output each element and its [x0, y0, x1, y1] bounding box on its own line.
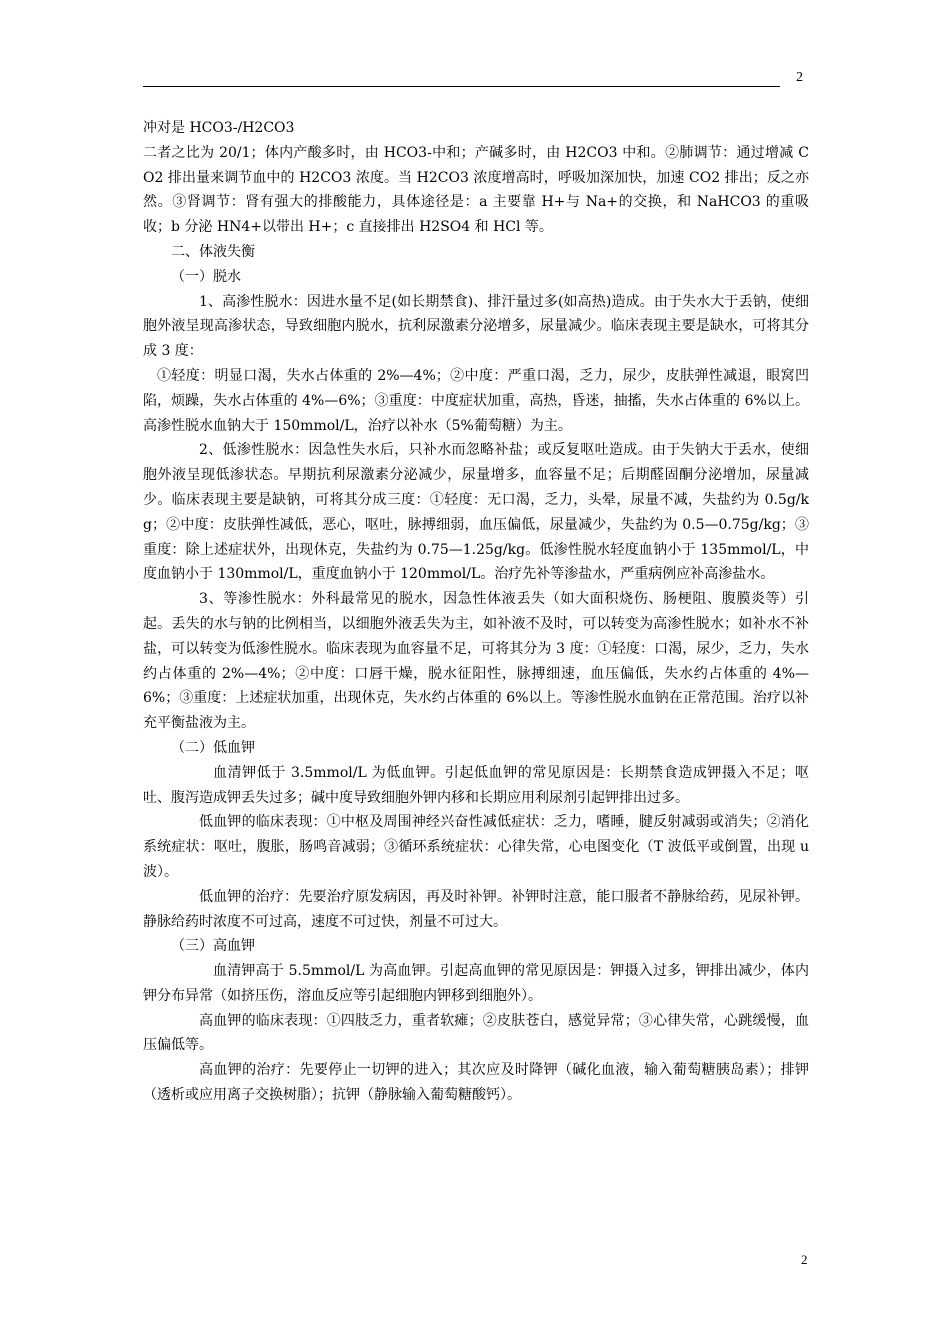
paragraph-hypertonic-dehydration: 1、高渗性脱水：因进水量不足(如长期禁食)、排汗量过多(如高热)造成。由于失水大于丢钠，使细胞外液呈现高渗状态，导致细胞内脱水，抗利尿激素分泌增多，尿量减少。临床表现主要是缺水，可将其分成 3 度：	[143, 293, 809, 360]
paragraph-hypertonic-degrees: ①轻度：明显口渴，失水占体重的 2%—4%；②中度：严重口渴，乏力，尿少，皮肤弹性减退，眼窝凹陷，烦躁，失水占体重的 4%—6%；③重度：中度症状加重，高热，昏迷，抽搐，失水占体重的 6%以上。高渗性脱水血钠大于 150mmol/L，治疗以补水（5%葡萄糖）为主。	[143, 367, 809, 434]
header-page-number: 2	[796, 70, 803, 85]
paragraph-buffer-pair: 冲对是 HCO3-/H2CO3	[143, 120, 295, 136]
header-rule	[143, 86, 780, 87]
paragraph-hyperkalemia-treatment: 高血钾的治疗：先要停止一切钾的进入；其次应及时降钾（碱化血液，输入葡萄糖胰岛素）；排钾（透析或应用离子交换树脂）；抗钾（静脉输入葡萄糖酸钙）。	[143, 1062, 809, 1104]
subsection-heading-hyperkalemia: （三）高血钾	[171, 938, 255, 955]
paragraph-hypokalemia-causes: 血清钾低于 3.5mmol/L 为低血钾。引起低血钾的常见原因是：长期禁食造成钾摄入不足；呕吐、腹泻造成钾丢失过多；碱中度导致细胞外钾内移和长期应用利尿剂引起钾排出过多。	[143, 764, 809, 806]
paragraph-hyperkalemia-symptoms: 高血钾的临床表现：①四肢乏力，重者软瘫；②皮肤苍白，感觉异常；③心律失常，心跳缓慢，血压偏低等。	[143, 1012, 809, 1054]
subsection-heading-dehydration: （一）脱水	[171, 268, 241, 285]
paragraph-hyperkalemia-causes: 血清钾高于 5.5mmol/L 为高血钾。引起高血钾的常见原因是：钾摄入过多，钾排出减少，体内钾分布异常（如挤压伤，溶血反应等引起细胞内钾移到细胞外）。	[143, 963, 809, 1004]
paragraph-hypotonic-dehydration: 2、低渗性脱水：因急性失水后，只补水而忽略补盐；或反复呕吐造成。由于失钠大于丢水，使细胞外液呈现低渗状态。早期抗利尿激素分泌减少，尿量增多，血容量不足；后期醛固酮分泌增加，尿量减少。临床表现主要是缺钠，可将其分成三度：①轻度：无口渴，乏力，头晕，尿量不减，失盐约为 0.5g/kg；②中度：皮肤弹性减低，恶心，呕吐，脉搏细弱，血压偏低，尿量减少，失盐约为 0.5—0.75g/kg；③重度：除上述症状外，出现休克，失盐约为 0.75—1.25g/kg。低渗性脱水轻度血钠小于 135mmol/L，中度血钠小于 130mmol/L，重度血钠小于 120mmol/L。治疗先补等渗盐水，严重病例应补高渗盐水。	[143, 442, 809, 583]
paragraph-hypokalemia-symptoms: 低血钾的临床表现：①中枢及周围神经兴奋性减低症状：乏力，嗜睡，腱反射减弱或消失；②消化系统症状：呕吐，腹胀，肠鸣音减弱；③循环系统症状：心律失常，心电图变化（T 波低平或倒置，出现 u 波）。	[143, 814, 809, 880]
footer-page-number: 2	[801, 1252, 808, 1267]
subsection-heading-hypokalemia: （二）低血钾	[171, 739, 255, 756]
document-body	[143, 116, 809, 1108]
section-heading-fluid-imbalance: 二、体液失衡	[171, 243, 255, 260]
paragraph-acid-base-regulation: 二者之比为 20/1；体内产酸多时，由 HCO3-中和；产碱多时，由 H2CO3 中和。②肺调节：通过增减 CO2 排出量来调节血中的 H2CO3 浓度。当 H2CO3 浓度增高时，呼吸加深加快，加速 CO2 排出；反之亦然。③肾调节：肾有强大的排酸能力，具体途径是：a 主要靠 H+与 Na+的交换，和 NaHCO3 的重吸收；b 分泌 HN4+以带出 H+；c 直接排出 H2SO4 和 HCl 等。	[143, 144, 809, 236]
paragraph-isotonic-dehydration: 3、等渗性脱水：外科最常见的脱水，因急性体液丢失（如大面积烧伤、肠梗阻、腹膜炎等）引起。丢失的水与钠的比例相当，以细胞外液丢失为主，如补液不及时，可以转变为高渗性脱水；如补水不补盐，可以转变为低渗性脱水。临床表现为血容量不足，可将其分为 3 度：①轻度：口渴，尿少，乏力，失水约占体重的 2%—4%；②中度：口唇干燥，脱水征阳性，脉搏细速，血压偏低，失水约占体重的 4%—6%；③重度：上述症状加重，出现休克，失水约占体重的 6%以上。等渗性脱水血钠在正常范围。治疗以补充平衡盐液为主。	[143, 591, 809, 732]
paragraph-hypokalemia-treatment: 低血钾的治疗：先要治疗原发病因，再及时补钾。补钾时注意，能口服者不静脉给药，见尿补钾。静脉给药时浓度不可过高，速度不可过快，剂量不可过大。	[143, 888, 809, 930]
